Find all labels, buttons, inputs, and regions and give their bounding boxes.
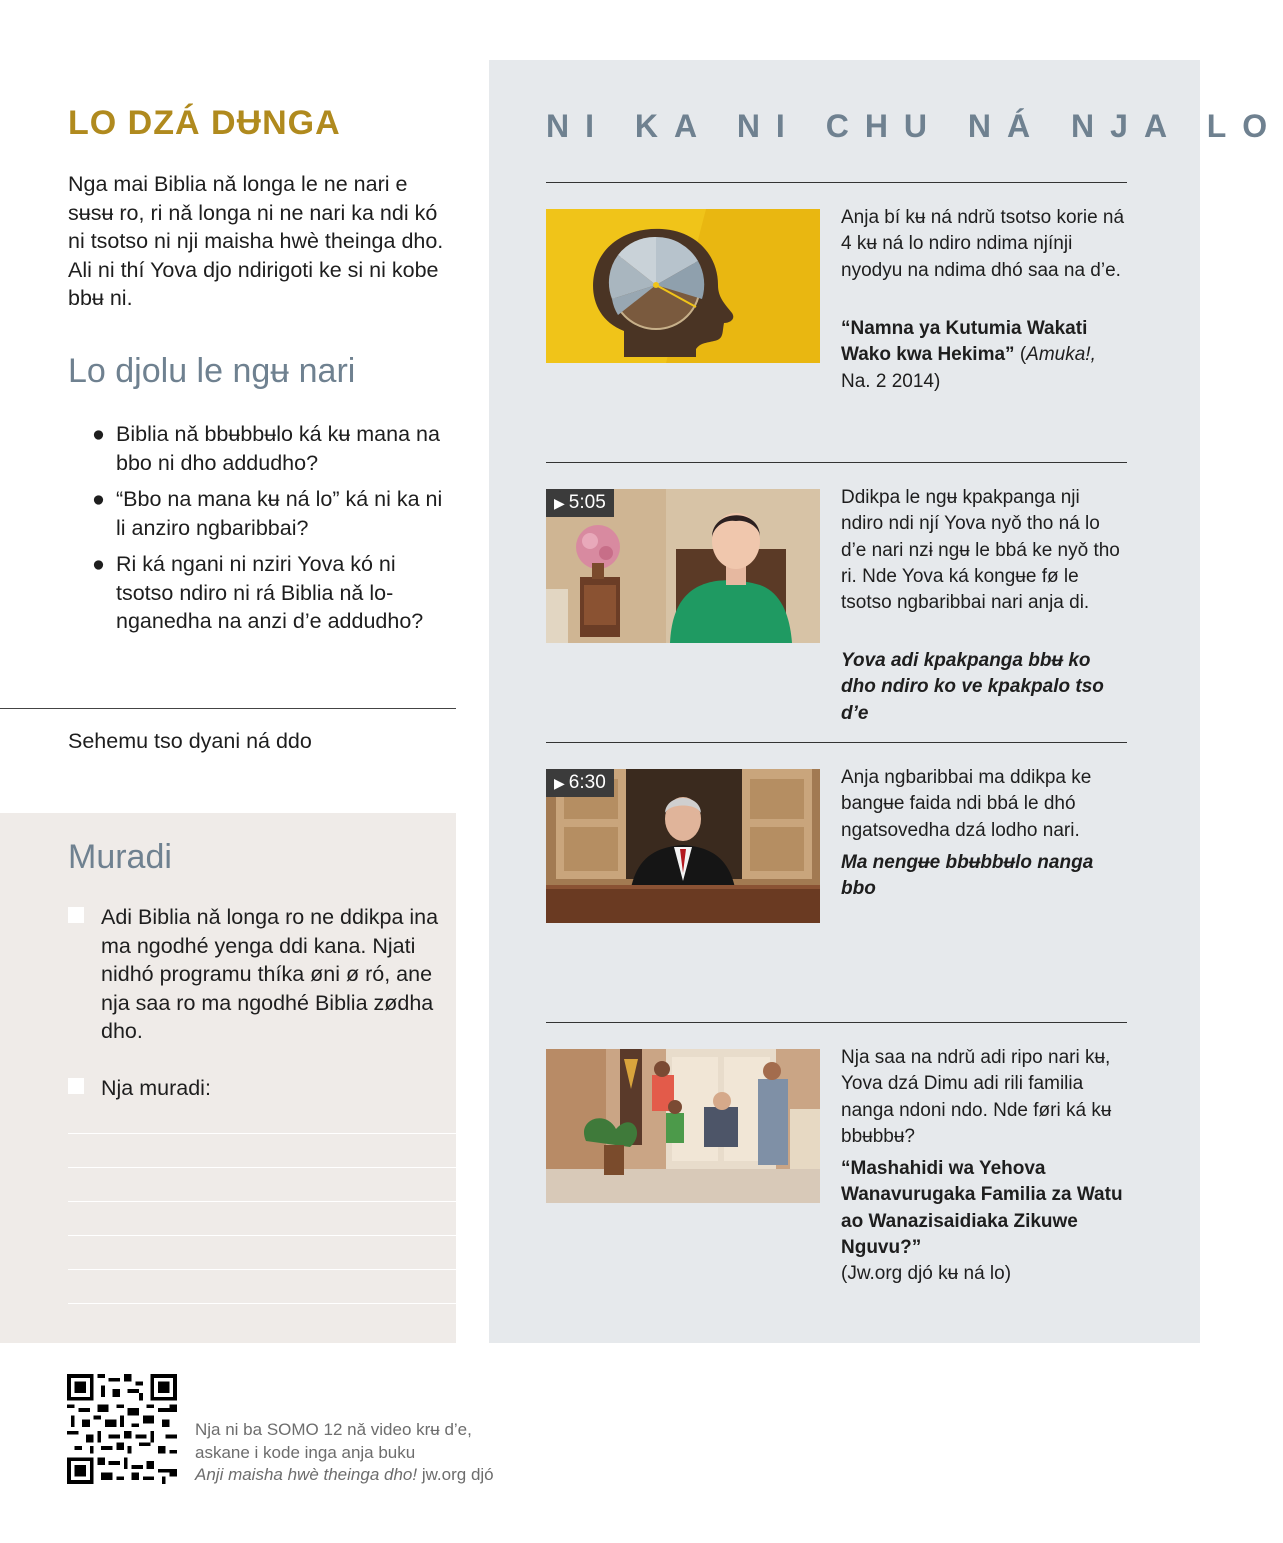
bullet-icon: ● bbox=[92, 487, 105, 511]
review-question: ● Biblia nǎ bbʉbbʉlo ká kʉ mana na bbo ni dho addudho? bbox=[92, 422, 440, 475]
summary-title: LO DZÁ DɄNGA bbox=[68, 104, 341, 142]
footer-note: Nja ni ba SOMO 12 nǎ video krʉ d’e, askane i kode inga anja buku Anji maisha hwè theinga dho! jw.org djó bbox=[195, 1420, 494, 1484]
part-label: Sehemu tso dyani ná ddo bbox=[68, 729, 312, 753]
review-questions bbox=[92, 420, 452, 644]
write-line[interactable] bbox=[68, 1269, 456, 1270]
family-photo[interactable] bbox=[546, 1049, 820, 1203]
write-line[interactable] bbox=[68, 1167, 456, 1168]
video-link[interactable]: Ma nengʉe bbʉbbʉlo nanga bbo bbox=[841, 852, 1094, 900]
write-line[interactable] bbox=[68, 1201, 456, 1202]
item-description: Ddikpa le ngʉ kpakpanga nji ndiro ndi njí Yova nyǒ tho ná lo d’e nari nzɨ ngʉ le bbá ke nyǒ tho ri. Nde Yova ká kongʉe fø le tsotso ngbaribbai nari anja di. bbox=[841, 487, 1120, 614]
item-description: Nja saa na ndrǔ adi ripo nari kʉ, Yova dzá Dimu adi rili familia nanga ndoni ndo. Nde føri ká kʉ bbʉbbʉ? bbox=[841, 1047, 1112, 1147]
goal-text: Nja muradi: bbox=[101, 1076, 211, 1100]
play-icon: ▶ bbox=[554, 494, 565, 511]
divider bbox=[546, 182, 1127, 183]
checkbox[interactable] bbox=[68, 907, 84, 923]
divider bbox=[546, 742, 1127, 743]
duration-badge: ▶ 5:05 bbox=[546, 489, 614, 517]
divider bbox=[0, 708, 456, 709]
checkbox[interactable] bbox=[68, 1078, 84, 1094]
summary-text: Nga mai Biblia nǎ longa le ne nari e sʉsʉ ro, ri nǎ longa ni ne nari ka ndi kó ni tsotso ni nji maisha hwè theinga dho. Ali ni thí Yova djo ndirigoti ke si ni kobe bbʉ ni. bbox=[68, 172, 444, 310]
video-thumbnail[interactable] bbox=[546, 769, 820, 923]
bullet-icon: ● bbox=[92, 552, 105, 576]
divider bbox=[546, 462, 1127, 463]
left-column bbox=[0, 0, 456, 1343]
item-description: Anja ngbaribbai ma ddikpa ke bangʉe faida ndi bbá le dhó ngatsovedha dzá lodho nari. bbox=[841, 767, 1092, 841]
review-question: ● Ri ká ngani ni nziri Yova kó ni tsotso ndiro ni rá Biblia nǎ longanedha na anzi d’e addudho? bbox=[92, 552, 424, 633]
head-clock-image[interactable] bbox=[546, 209, 820, 363]
video-link[interactable]: Yova adi kpakpanga bbʉ ko dho ndiro ko ve kpakpalo tso d’e bbox=[841, 650, 1104, 724]
explore-title: NI KA NI CHU NÁ NJA LO bbox=[546, 108, 1283, 144]
divider bbox=[546, 1022, 1127, 1023]
article-link[interactable]: “Mashahidi wa Yehova Wanavurugaka Familia za Watu ao Wanazisaidiaka Zikuwe Nguvu?” bbox=[841, 1158, 1123, 1258]
item-description: Anja bí kʉ ná ndrǔ tsotso korie ná 4 kʉ ná lo ndiro ndima njínji nyodyu na ndima dhó saa na d’e. bbox=[841, 207, 1125, 281]
video-thumbnail[interactable] bbox=[546, 489, 820, 643]
review-question: ● “Bbo na mana kʉ ná lo” ká ni ka ni li anziro ngbaribbai? bbox=[92, 487, 443, 540]
write-line[interactable] bbox=[68, 1235, 456, 1236]
review-title: Lo djolu le ngʉ nari bbox=[68, 352, 356, 390]
write-line[interactable] bbox=[68, 1303, 456, 1304]
article-link[interactable]: “Namna ya Kutumia Wakati Wako kwa Hekima” (Amuka!, Na. 2 2014) bbox=[841, 318, 1096, 392]
play-icon: ▶ bbox=[554, 774, 565, 791]
goal-title: Muradi bbox=[68, 838, 172, 876]
goal-text: Adi Biblia nǎ longa ro ne ddikpa ina ma ngodhé yenga ddi kana. Njati nidhó programu thíka øni ø ró, ane nja saa ro ma ngodhé Biblia zødha dho. bbox=[101, 905, 439, 1043]
qr-code-icon[interactable] bbox=[67, 1374, 177, 1484]
duration-badge: ▶ 6:30 bbox=[546, 769, 614, 797]
write-line[interactable] bbox=[68, 1133, 456, 1134]
article-source: (Jw.org djó kʉ ná lo) bbox=[841, 1263, 1012, 1284]
bullet-icon: ● bbox=[92, 422, 105, 446]
